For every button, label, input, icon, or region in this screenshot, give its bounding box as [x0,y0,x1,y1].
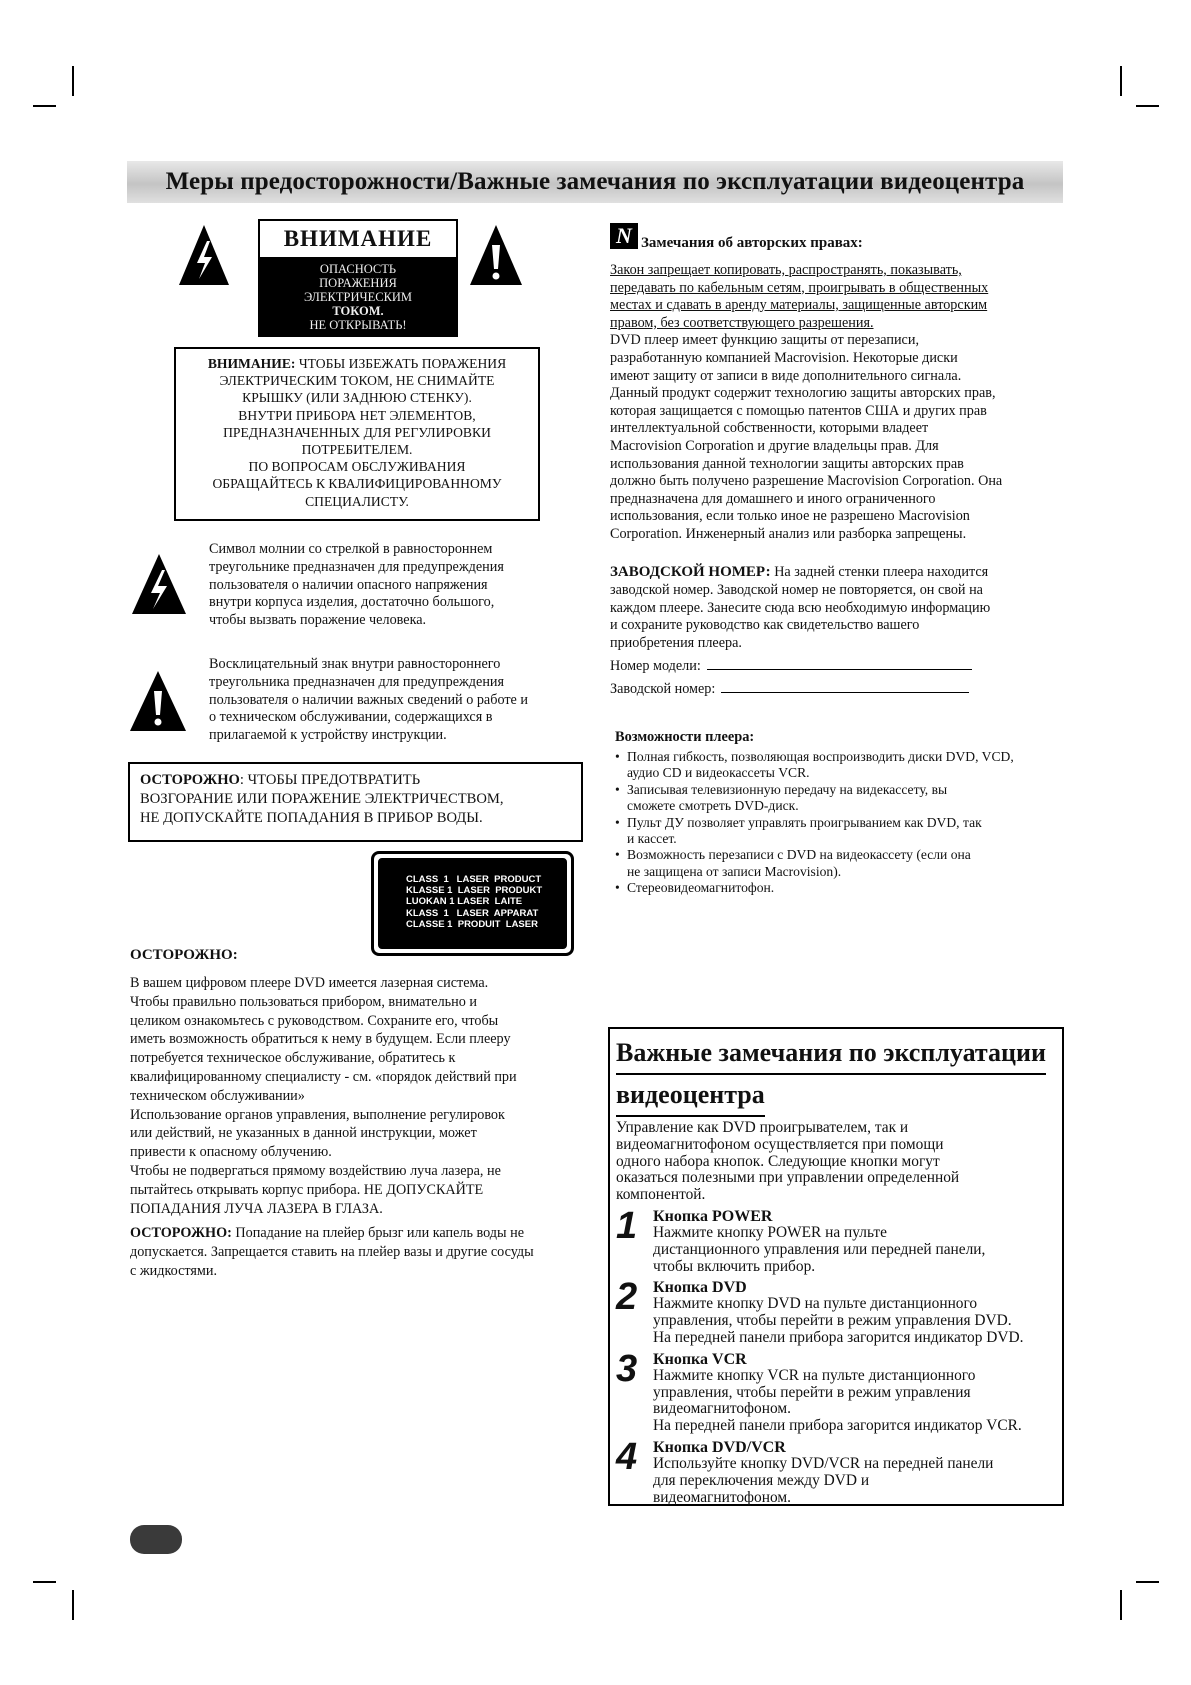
note-line: Символ молнии со стрелкой в равностороннем [209,541,493,557]
copyright-line: предназначена для домашнего и иного ограниченного [610,490,936,507]
note-line: пользователя о наличии опасного напряжения [209,576,488,593]
crop-mark [72,66,74,96]
copyright-line: передавать по кабельным сетям, проигрывать в общественных [610,279,989,296]
laser-caution-text [130,974,534,1281]
caution-line: ПО ВОПРОСАМ ОБСЛУЖИВАНИЯ [248,459,466,475]
note-line: внутри корпуса изделия, достаточно большого, [209,594,495,611]
copyright-text [610,262,1002,544]
copyright-line: местах и сдавать в аренду материалы, защищенные авторским [610,297,988,314]
laser-line: целиком ознакомьтесь с руководством. Сохраните его, чтобы [130,1012,499,1029]
copyright-line: DVD плеер имеет функцию защиты от перезаписи, [610,332,919,349]
serial-line: и сохраните руководство как свидетельство вашего [610,617,920,634]
laser-line: допускается. Запрещается ставить на плейер вазы и другие сосуды [130,1244,534,1261]
note-line: прилагаемой к устройству инструкции. [209,727,447,744]
list-item: • Записывая телевизионную передачу на видекассету, вы сможете смотреть DVD-диск. [615,782,1014,815]
fire-line: ВОЗГОРАНИЕ ИЛИ ПОРАЖЕНИЕ ЭЛЕКТРИЧЕСТВОМ, [140,791,504,807]
note-icon: N [610,223,638,249]
operation-intro-line: видеомагнитофоном осуществляется при помощи [616,1135,944,1153]
caution-line: ЭЛЕКТРИЧЕСКИМ ТОКОМ, НЕ СНИМАЙТЕ [219,373,495,389]
warning-label-line: ЭЛЕКТРИЧЕСКИМ [303,290,413,304]
caution-line: ПРЕДНАЗНАЧЕННЫХ ДЛЯ РЕГУЛИРОВКИ [223,424,491,440]
laser-line: иметь возможность обратиться к нему в будущем. Если плееру [130,1031,511,1048]
laser-label-line: CLASSE 1 PRODUIT LASER [406,918,538,930]
caution-lead: ВНИМАНИЕ: [207,356,296,371]
model-number-field [707,669,972,670]
laser-line: Чтобы не подвергаться прямому воздействию луча лазера, не [130,1162,501,1179]
warning-label-line: ОПАСНОСТЬ [319,262,397,276]
page-title: Меры предосторожности/Важные замечания по эксплуатации видеоцентра [127,161,1063,203]
operation-intro-line: одного набора кнопок. Следующие кнопки могут [616,1152,940,1170]
note-line: треугольника предназначен для предупреждения [209,673,505,690]
operation-heading: видеоцентра [616,1075,765,1117]
copyright-line: интеллектуальной собственности, которыми владеет [610,420,929,437]
step-item: 4 Кнопка DVD/VCR Используйте кнопку DVD/VCR на передней панели для переключения между DVD и видеомагнитофоном. [616,1439,1056,1506]
serial-lead: ЗАВОДСКОЙ НОМЕР: [610,564,771,580]
laser-label-line: CLASS 1 LASER PRODUCT [406,874,542,885]
laser-label-line: LUOKAN 1 LASER LAITE [406,896,523,908]
step-title: Кнопка DVD [653,1279,747,1297]
step-title: Кнопка POWER [653,1207,773,1225]
operation-heading: Важные замечания по эксплуатации [616,1033,1046,1075]
laser-line: квалифицированному специалисту - см. «порядок действий при [130,1068,517,1085]
laser-caution-heading: ОСТОРОЖНО: [130,947,238,963]
laser-line: пытайтесь открывать корпус прибора. НЕ ДОПУСКАЙТЕ [130,1181,484,1198]
water-lead: ОСТОРОЖНО: [130,1225,232,1242]
step-item: 3 Кнопка VCR Нажмите кнопку VCR на пульте дистанционного управления, чтобы перейти в режим управления видеомагнитофоном. На передней панели прибора загорится индикатор VCR. [616,1351,1056,1435]
copyright-line: правом, без соответствующего разрешения. [610,314,874,331]
step-number: 1 [616,1204,638,1247]
warning-label-line: НЕ ОТКРЫВАТЬ! [309,318,407,332]
operation-intro-line: компонентой. [616,1186,706,1204]
copyright-line: которая защищается с помощью патентов США и других прав [610,402,987,419]
crop-mark [72,1590,74,1620]
copyright-line: Данный продукт содержит технологию защиты авторских прав, [610,385,996,402]
caution-line: ОБРАЩАЙТЕСЬ К КВАЛИФИЦИРОВАННОМУ [212,476,502,492]
step-number: 4 [616,1435,638,1478]
laser-line: или действий, не указанных в данной инструкции, может [130,1125,477,1142]
laser-class-label [371,851,574,956]
laser-line: Использование органов управления, выполнение регулировок [130,1106,505,1123]
model-number-label: Номер модели: [610,657,701,674]
note-line: чтобы вызвать поражение человека. [209,612,427,629]
crop-mark [33,105,56,107]
serial-line: каждом плеере. Занесите сюда всю необходимую информацию [610,599,991,616]
caution-line: ПОТРЕБИТЕЛЕМ. [301,442,413,458]
serial-line: На задней стенки плеера находится [770,564,989,580]
copyright-line: использования данной технологии защиты авторских прав [610,455,964,472]
serial-line: заводской номер. Заводской номер не повторяется, он свой на [610,581,983,598]
caution-box [174,347,540,521]
serial-line: приобретения плеера. [610,635,742,652]
exclamation-note [209,656,528,745]
copyright-line: разработанную компанией Macrovision. Некоторые диски [610,349,958,366]
crop-mark [1136,1581,1159,1583]
serial-number-label: Заводской номер: [610,680,716,697]
crop-mark [1136,105,1159,107]
note-line: треугольнике предназначен для предупреждения [209,558,504,575]
laser-line: Чтобы правильно пользоваться прибором, внимательно и [130,993,477,1010]
step-title: Кнопка VCR [653,1350,747,1368]
copyright-line: Закон запрещает копировать, распространять, показывать, [610,262,962,278]
fire-warning-box [128,762,583,842]
copyright-heading: Замечания об авторских правах: [641,235,863,251]
laser-line: привести к опасному облучению. [130,1144,332,1161]
copyright-line: имеют защиту от записи в виде дополнительного сигнала. [610,367,962,384]
warning-label [258,219,458,337]
operation-intro-line: оказаться полезными при управлении определенной [616,1169,960,1187]
copyright-line: использования, если только иное не разрешено Macrovision [610,508,970,525]
fire-line: НЕ ДОПУСКАЙТЕ ПОПАДАНИЯ В ПРИБОР ВОДЫ. [140,810,483,826]
lightning-warning-icon [177,223,231,287]
fire-line: : ЧТОБЫ ПРЕДОТВРАТИТЬ [239,772,421,788]
step-title: Кнопка DVD/VCR [653,1438,786,1456]
caution-line: СПЕЦИАЛИСТУ. [305,493,409,509]
serial-number-section [610,564,990,699]
exclamation-warning-icon [468,223,524,287]
operation-notes-box [608,1027,1064,1506]
note-line: Восклицательный знак внутри равностороннего [209,656,501,672]
list-item: • Стереовидеомагнитофон. [615,880,1014,896]
laser-line: Попадание на плейер брызг или капель воды не [231,1225,524,1242]
exclamation-warning-icon [128,669,188,733]
features-list [615,749,1014,897]
warning-label-line: ПОРАЖЕНИЯ [319,276,397,290]
step-number: 2 [616,1276,638,1319]
laser-label-line: KLASSE 1 LASER PRODUKT [406,885,543,897]
operation-intro-line: Управление как DVD проигрывателем, так и [616,1119,909,1136]
copyright-line: должно быть получено разрешение Macrovision Corporation. Она [610,473,1003,490]
serial-number-field [721,692,969,693]
warning-label-line: ТОКОМ. [332,304,384,318]
list-item: • Возможность перезаписи с DVD на видеокассету (если она не защищена от записи Macrovision). [615,847,1014,880]
crop-mark [1120,1590,1122,1620]
note-line: о техническом обслуживании, содержащихся в [209,709,493,726]
lightning-warning-icon [130,552,188,616]
laser-label-line: KLASS 1 LASER APPARAT [406,907,539,919]
list-item: • Пульт ДУ позволяет управлять проигрыванием как DVD, так и кассет. [615,815,1014,848]
list-item: • Полная гибкость, позволяющая воспроизводить диски DVD, VCD, аудио CD и видеокассеты VCR. [615,749,1014,782]
warning-label-heading: ВНИМАНИЕ [260,221,456,257]
laser-line: В вашем цифровом плеере DVD имеется лазерная система. [130,975,489,991]
caution-line: ЧТОБЫ ИЗБЕЖАТЬ ПОРАЖЕНИЯ [295,356,507,371]
copyright-line: Macrovision Corporation и другие владельцы прав. Для [610,437,939,454]
features-heading: Возможности плеера: [615,729,755,745]
laser-line: с жидкостями. [130,1262,218,1279]
step-item: 1 Кнопка POWER Нажмите кнопку POWER на пульте дистанционного управления или передней панели, чтобы включить прибор. [616,1208,1056,1275]
crop-mark [33,1581,56,1583]
lightning-note [209,541,504,630]
copyright-line: Corporation. Инженерный анализ или разборка запрещены. [610,525,967,542]
laser-line: техническом обслуживании» [130,1087,305,1104]
note-line: пользователя о наличии важных сведений о работе и [209,691,528,708]
laser-line: ПОПАДАНИЯ ЛУЧА ЛАЗЕРА В ГЛАЗА. [130,1200,383,1217]
crop-mark [1120,66,1122,96]
step-number: 3 [616,1347,638,1390]
caution-line: КРЫШКУ (ИЛИ ЗАДНЮЮ СТЕНКУ). [242,390,472,406]
caution-line: ВНУТРИ ПРИБОРА НЕТ ЭЛЕМЕНТОВ, [238,407,476,423]
page-number-tab [130,1525,182,1554]
fire-lead: ОСТОРОЖНО [140,772,240,788]
laser-line: потребуется техническое обслуживание, обратитесь к [130,1050,456,1067]
step-item: 2 Кнопка DVD Нажмите кнопку DVD на пульте дистанционного управления, чтобы перейти в режим управления DVD. На передней панели прибора загорится индикатор DVD. [616,1279,1056,1346]
